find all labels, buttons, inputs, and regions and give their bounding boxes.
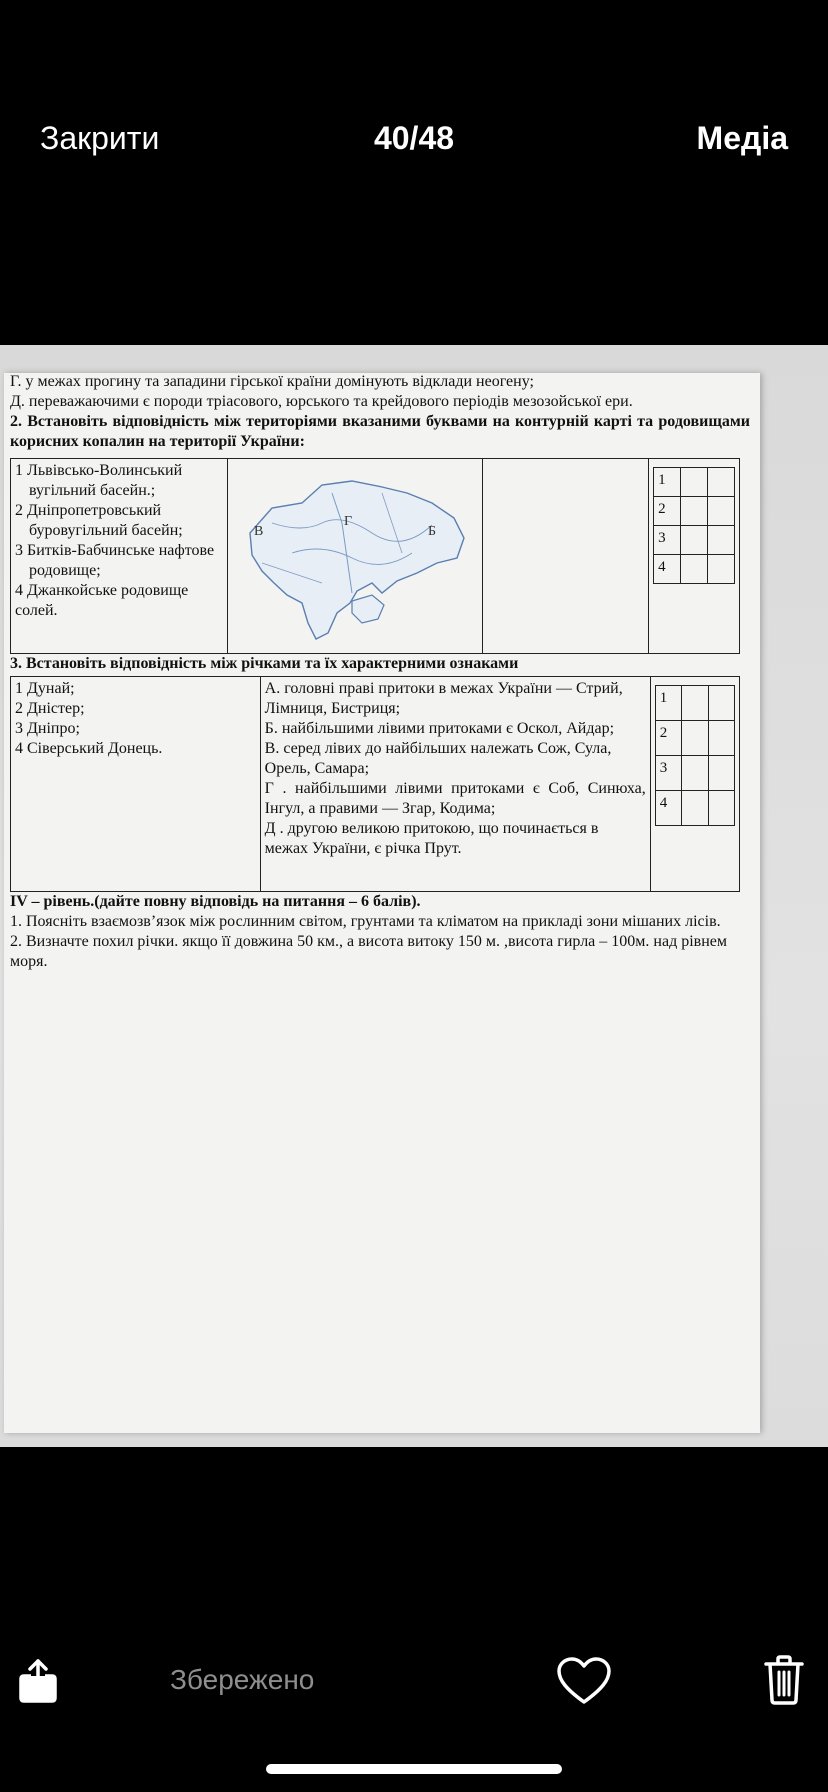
list-item: 2 Дніпропетровський bbox=[15, 502, 162, 519]
map-label-v: В bbox=[254, 524, 264, 539]
answer-number: 4 bbox=[655, 791, 682, 826]
answer-number: 3 bbox=[655, 756, 682, 791]
task3-answer-grid bbox=[655, 685, 735, 826]
heart-icon[interactable] bbox=[556, 1656, 612, 1706]
answer-cell[interactable] bbox=[682, 756, 708, 791]
answer-cell[interactable] bbox=[708, 791, 734, 826]
answer-cell[interactable] bbox=[682, 791, 708, 826]
answer-cell[interactable] bbox=[681, 526, 708, 555]
task2-answer-cell bbox=[649, 459, 740, 654]
answer-cell[interactable] bbox=[708, 721, 734, 756]
list-item: Д . другою великою притокою, що починається в межах України, є річка Прут. bbox=[264, 820, 599, 857]
list-item: буровугільний басейн; bbox=[29, 522, 183, 539]
top-bar bbox=[0, 0, 828, 345]
answer-cell[interactable] bbox=[681, 468, 708, 497]
document-text bbox=[10, 372, 750, 972]
list-item: 1 Львівсько-Волинський bbox=[15, 462, 183, 479]
answer-cell[interactable] bbox=[708, 526, 735, 555]
answer-number: 4 bbox=[654, 555, 681, 584]
task3-table bbox=[10, 676, 740, 892]
answer-number: 2 bbox=[655, 721, 682, 756]
task3-answer-cell bbox=[650, 677, 739, 892]
answer-cell[interactable] bbox=[708, 468, 735, 497]
saved-label: Збережено bbox=[170, 1664, 315, 1695]
level4-title: IV – рівень.(дайте повну відповідь на питання – 6 балів). bbox=[10, 893, 421, 910]
level4-question-1: 1. Поясніть взаємозв’язок між рослинним світом, грунтами та кліматом на прикладі зони мішаних лісів. bbox=[10, 913, 721, 930]
answer-cell[interactable] bbox=[708, 686, 734, 721]
list-item: Г . найбільшими лівими притоками є Соб, Синюха, Інгул, а правими — Згар, Кодима; bbox=[264, 780, 646, 817]
list-item: солей. bbox=[15, 602, 58, 619]
list-item: 4 Джанкойське родовище bbox=[15, 582, 189, 599]
list-item: 2 Дністер; bbox=[15, 700, 85, 717]
close-button[interactable]: Закрити bbox=[40, 120, 160, 156]
ukraine-map-cell bbox=[228, 459, 482, 654]
answer-cell[interactable] bbox=[708, 497, 735, 526]
option-d-line: Д. переважаючими є породи тріасового, юрського та крейдового періодів мезозойської ери. bbox=[10, 393, 633, 410]
answer-cell[interactable] bbox=[682, 686, 708, 721]
task2-answer-grid bbox=[653, 467, 735, 584]
answer-number: 2 bbox=[654, 497, 681, 526]
deposits-list bbox=[11, 459, 228, 654]
answer-number: 1 bbox=[655, 686, 682, 721]
answer-cell[interactable] bbox=[708, 555, 735, 584]
share-icon[interactable] bbox=[18, 1658, 58, 1704]
task3-title: 3. Встановіть відповідність між річками та їх характерними ознаками bbox=[10, 655, 519, 672]
task2-title: 2. Встановіть відповідність між територіями вказаними буквами на контурній карті та родовищами корисних копалин на території України: bbox=[10, 413, 750, 450]
list-item: 3 Битків-Бабчинське нафтове bbox=[15, 542, 215, 559]
list-item: В. серед лівих до найбільших належать Сож, Сула, Орель, Самара; bbox=[264, 740, 612, 777]
list-item: 3 Дніпро; bbox=[15, 720, 80, 737]
answer-cell[interactable] bbox=[681, 555, 708, 584]
bottom-toolbar bbox=[0, 1447, 828, 1792]
task2-table bbox=[10, 458, 740, 654]
photo-counter: 40/48 bbox=[373, 120, 455, 156]
home-indicator[interactable] bbox=[266, 1764, 562, 1774]
list-item: 4 Сіверський Донець. bbox=[15, 740, 163, 757]
media-button[interactable]: Медіа bbox=[696, 120, 788, 156]
answer-number: 1 bbox=[654, 468, 681, 497]
answer-cell[interactable] bbox=[682, 721, 708, 756]
list-item: Б. найбільшими лівими притоками є Оскол, Айдар; bbox=[264, 720, 615, 737]
level4-question-2: 2. Визначте похил річки. якщо її довжина 50 км., а висота витоку 150 м. ,висота гирла – 100м. над рівнем моря. bbox=[10, 933, 727, 970]
trash-icon[interactable] bbox=[762, 1654, 806, 1706]
option-g-line: Г. у межах прогину та западини гірської країни домінують відклади неогену; bbox=[10, 373, 534, 390]
rivers-list bbox=[11, 677, 261, 892]
list-item: А. головні праві притоки в межах України — Стрий, Лімниця, Бистриця; bbox=[264, 680, 623, 717]
map-label-g: Г bbox=[344, 514, 353, 529]
map-label-b: Б bbox=[428, 524, 437, 539]
answer-cell[interactable] bbox=[708, 756, 734, 791]
ukraine-contour-map bbox=[232, 463, 472, 643]
list-item: родовище; bbox=[29, 562, 101, 579]
features-list bbox=[260, 677, 650, 892]
answer-number: 3 bbox=[654, 526, 681, 555]
list-item: вугільний басейн.; bbox=[29, 482, 156, 499]
list-item: 1 Дунай; bbox=[15, 680, 75, 697]
answer-cell[interactable] bbox=[681, 497, 708, 526]
